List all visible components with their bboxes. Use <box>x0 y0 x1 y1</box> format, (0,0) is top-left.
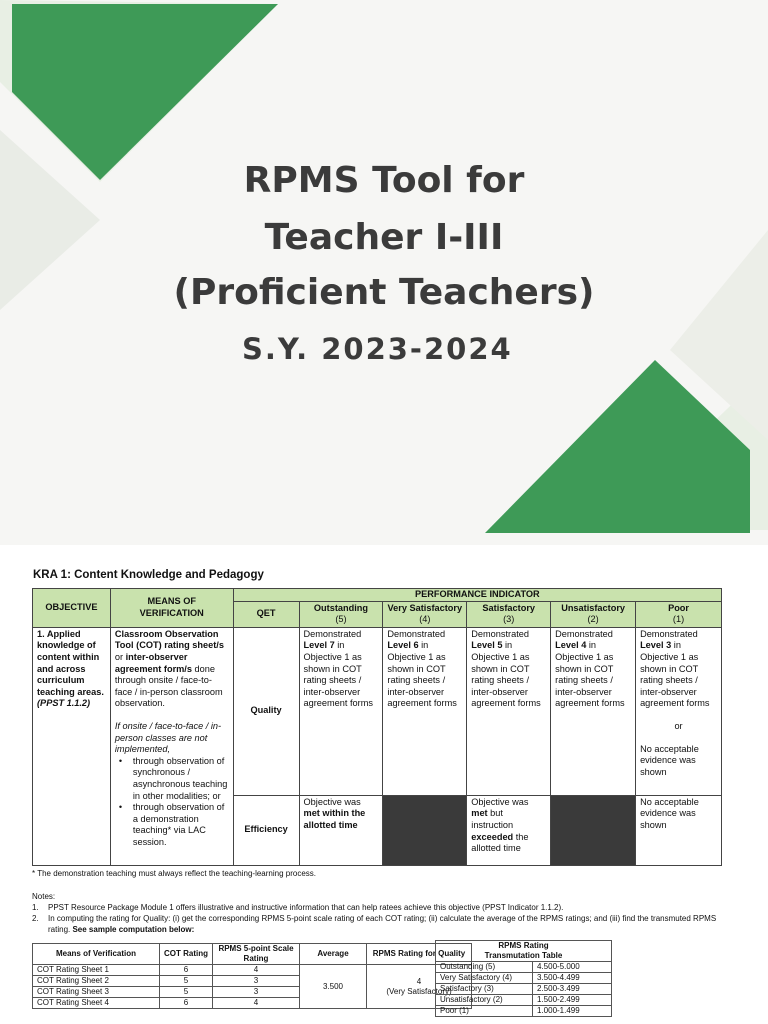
mov-paragraph-2 <box>115 721 229 756</box>
eff-out-b: met within the allotted time <box>303 808 366 830</box>
quality-pre: Demonstrated <box>303 628 362 639</box>
poor-num: (1) <box>672 614 685 625</box>
poor-header <box>636 601 722 627</box>
comp-rating-label: (Very Satisfactory) <box>386 986 452 996</box>
quality-pre: Demonstrated <box>640 628 698 639</box>
comp-average: 3.500 <box>300 965 367 1009</box>
outstanding-header <box>299 601 383 627</box>
note-2-num: 2. <box>32 914 39 923</box>
footnote: * The demonstration teaching must always reflect the teaching-learning process. <box>32 869 317 878</box>
transmutation-title-1: RPMS Rating <box>498 941 549 950</box>
cover-title-line3: (Proficient Teachers) <box>173 272 595 313</box>
mov-interobserver: inter-observer agreement form/s <box>114 651 192 674</box>
objective-text: 1. Applied knowledge of content within and across curriculum teaching areas. <box>37 628 104 697</box>
quality-outstanding <box>299 627 383 795</box>
trans-cell: Outstanding (5) <box>436 962 533 973</box>
comp-cell: COT Rating Sheet 4 <box>33 998 160 1009</box>
table-row <box>436 973 612 984</box>
qet-header: QET <box>233 601 299 627</box>
kra-table <box>32 588 722 866</box>
trans-cell: 4.500-5.000 <box>533 962 612 973</box>
comp-cell: 6 <box>160 965 213 976</box>
comp-cell: 5 <box>160 987 213 998</box>
comp-header-rpms: RPMS 5-point Scale Rating <box>213 944 300 965</box>
note-2 <box>32 913 732 935</box>
quality-post: in Objective 1 as shown in COT rating sheets / inter-observer agreement forms <box>471 640 541 709</box>
table-row <box>436 962 612 973</box>
poor-label: Poor <box>668 602 689 613</box>
quality-pre: Demonstrated <box>387 628 446 639</box>
mov-bullet-2-text: through observation of a demonstration teaching* via LAC session. <box>132 802 225 847</box>
comp-rating: 4 <box>416 976 422 986</box>
table-row <box>436 1006 612 1017</box>
trans-cell: Poor (1) <box>436 1006 533 1017</box>
comp-cell: 3 <box>213 987 300 998</box>
comp-cell: COT Rating Sheet 2 <box>33 976 160 987</box>
eff-out-a: Objective was <box>303 796 361 807</box>
very-satisfactory-label: Very Satisfactory <box>387 602 463 613</box>
table-row <box>33 965 472 976</box>
comp-cell: 4 <box>213 965 300 976</box>
table-row <box>436 995 612 1006</box>
comp-cell: COT Rating Sheet 3 <box>33 987 160 998</box>
comp-cell: COT Rating Sheet 1 <box>33 965 160 976</box>
eff-sat-a: Objective was <box>471 796 529 807</box>
quality-pre: Demonstrated <box>471 628 529 639</box>
comp-cell: 5 <box>160 976 213 987</box>
quality-pre: Demonstrated <box>555 628 613 639</box>
note-1 <box>32 902 732 913</box>
comp-cell: 6 <box>160 998 213 1009</box>
quality-label: Quality <box>233 627 299 795</box>
efficiency-outstanding <box>299 795 383 865</box>
trans-cell: 2.500-3.499 <box>533 984 612 995</box>
trans-cell: 1.000-1.499 <box>533 1006 612 1017</box>
comp-header-average: Average <box>300 944 367 965</box>
outstanding-num: (5) <box>335 614 347 625</box>
cover-title-line2: Teacher I-III <box>264 217 504 258</box>
trans-cell: 3.500-4.499 <box>533 973 612 984</box>
comp-header-quality: RPMS Rating for Quality <box>367 944 472 965</box>
quality-level-unsatisfactory: Level 4 <box>555 640 587 651</box>
eff-sat-e: the allotted time <box>471 831 529 854</box>
comp-cell: 4 <box>213 998 300 1009</box>
mov-rest: done through onsite / face-to-face / in-person classroom observation. <box>114 663 223 709</box>
unsatisfactory-label: Unsatisfactory <box>561 602 626 613</box>
transmutation-title <box>436 941 612 962</box>
trans-cell: Satisfactory (3) <box>436 984 533 995</box>
quality-post: in Objective 1 as shown in COT rating sheets / inter-observer agreement forms <box>303 640 373 709</box>
notes <box>32 891 732 935</box>
quality-level-poor: Level 3 <box>640 640 672 651</box>
efficiency-satisfactory <box>467 795 551 865</box>
comp-header-cot: COT Rating <box>160 944 213 965</box>
transmutation-title-2: Transmutation Table <box>484 951 563 960</box>
eff-sat-b: met <box>471 808 488 819</box>
objective-cell <box>33 627 111 865</box>
mov-bullet-2: • through observation of a demonstration teaching* via LAC session. <box>118 802 225 847</box>
mov-cell <box>110 627 233 865</box>
mov-or: or <box>114 651 126 662</box>
unsatisfactory-num: (2) <box>587 614 599 625</box>
efficiency-poor: No acceptable evidence was shown <box>636 795 722 865</box>
quality-level-very-satisfactory: Level 6 <box>387 640 419 651</box>
kra-heading: KRA 1: Content Knowledge and Pedagogy <box>33 569 264 581</box>
satisfactory-header <box>467 601 551 627</box>
notes-label: Notes: <box>32 892 56 901</box>
note-1-text: PPST Resource Package Module 1 offers illustrative and instructive information that can help ratees achieve this objective (PPST Indicator 1.1.2). <box>48 903 564 912</box>
right-faint-triangle <box>660 230 768 440</box>
unsatisfactory-header <box>551 601 636 627</box>
mov-bullet-1: • through observation of synchronous / asynchronous teaching in other modalities; or <box>118 755 228 801</box>
trans-cell: 1.500-2.499 <box>533 995 612 1006</box>
quality-post: in Objective 1 as shown in COT rating sheets / inter-observer agreement forms <box>555 640 625 709</box>
objective-ref: (PPST 1.1.2) <box>37 698 91 709</box>
quality-post: in Objective 1 as shown in COT rating sheets / inter-observer agreement forms <box>640 640 710 709</box>
quality-post: in Objective 1 as shown in COT rating sheets / inter-observer agreement forms <box>387 640 457 709</box>
outstanding-label: Outstanding <box>313 602 369 613</box>
comp-header-mov: Means of Verification <box>33 944 160 965</box>
quality-poor-or: or <box>674 720 683 731</box>
quality-poor-extra: No acceptable evidence was shown <box>640 743 699 777</box>
eff-sat-d: exceeded <box>471 831 514 842</box>
note-2-text: In computing the rating for Quality: (i) get the corresponding RPMS 5-point scale rating of each COT rating; (ii) calculate the average of the RPMS ratings; and (iii) find the transmuted RPMS rating. <box>48 914 717 934</box>
note-2-bold: See sample computation below: <box>72 925 195 934</box>
quality-unsatisfactory <box>551 627 636 795</box>
trans-cell: Very Satisfactory (4) <box>436 973 533 984</box>
mov-bullet-1-text: through observation of synchronous / asynchronous teaching in other modalities; or <box>132 755 228 801</box>
quality-level-outstanding: Level 7 <box>303 640 335 651</box>
mov-if-onsite: If onsite / face-to-face / in-person classes are not implemented, <box>114 720 222 755</box>
quality-level-satisfactory: Level 5 <box>471 640 503 651</box>
very-satisfactory-num: (4) <box>419 614 431 625</box>
transmutation-table <box>435 940 612 1017</box>
performance-indicator-header: PERFORMANCE INDICATOR <box>233 589 721 602</box>
efficiency-label: Efficiency <box>233 795 299 865</box>
efficiency-very-satisfactory-blank <box>383 795 467 865</box>
table-row <box>436 984 612 995</box>
efficiency-unsatisfactory-blank <box>551 795 636 865</box>
computation-table <box>32 943 472 1009</box>
trans-cell: Unsatisfactory (2) <box>436 995 533 1006</box>
quality-very-satisfactory <box>383 627 467 795</box>
document-page <box>0 545 768 1024</box>
comp-cell: 3 <box>213 976 300 987</box>
eff-sat-c: but instruction <box>471 808 514 830</box>
satisfactory-label: Satisfactory <box>482 602 536 613</box>
very-satisfactory-header <box>383 601 467 627</box>
mov-paragraph-1 <box>115 629 229 710</box>
mov-cot: Classroom Observation Tool (COT) rating sheet/s <box>114 628 224 651</box>
satisfactory-num: (3) <box>503 614 515 625</box>
quality-poor <box>636 627 722 795</box>
mov-header: MEANS OF VERIFICATION <box>110 589 233 628</box>
cover-title-line1: RPMS Tool for <box>243 160 525 201</box>
objective-header: OBJECTIVE <box>33 589 111 628</box>
quality-satisfactory <box>467 627 551 795</box>
school-year: S.Y. 2023-2024 <box>242 332 513 366</box>
note-1-num: 1. <box>32 903 39 912</box>
